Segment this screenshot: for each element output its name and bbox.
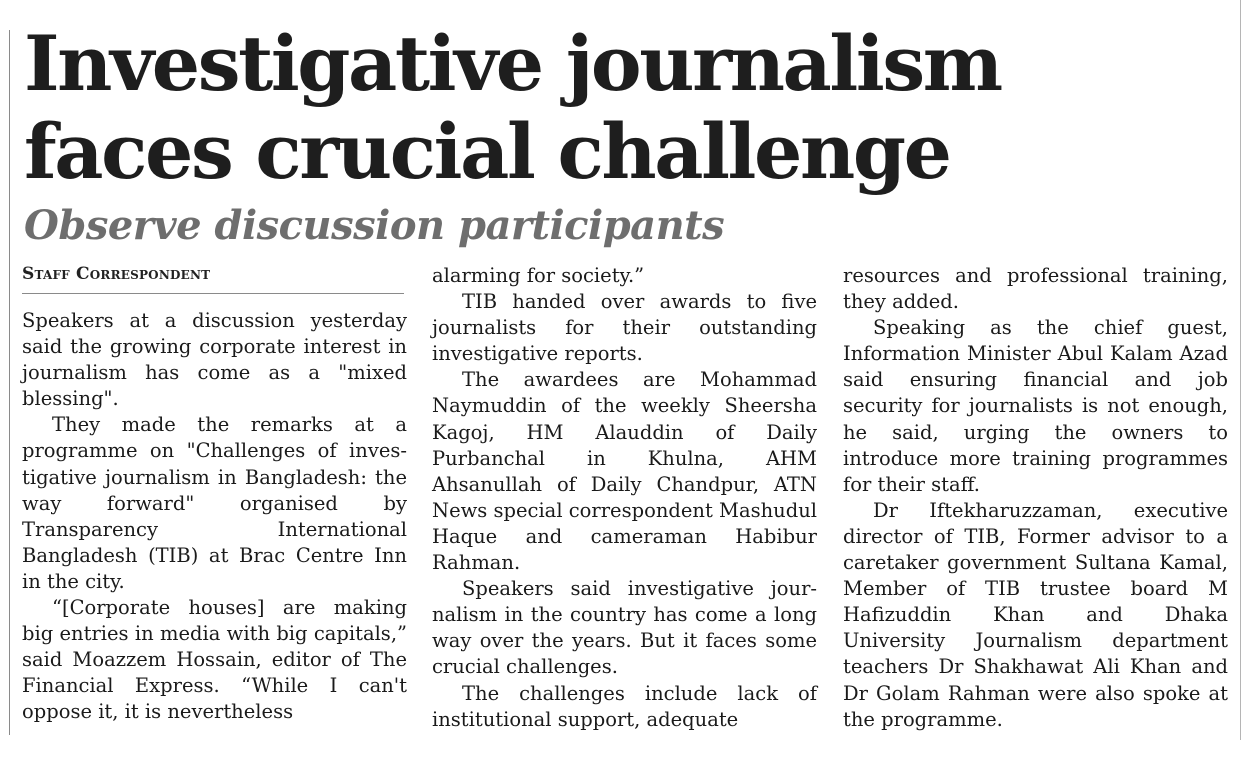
paragraph: TIB handed over awards to five journalists for their outstanding investigative reports. [432, 290, 817, 366]
paragraph: alarming for society.” [432, 264, 645, 287]
right-column-rule [1240, 0, 1241, 740]
headline: Investigative journalism faces crucial challenge [24, 19, 1001, 196]
paragraph: The challenges include lack of institutional support, adequate [432, 681, 817, 731]
article-column-2 [432, 263, 817, 733]
paragraph: The awardees are Mohammad Naymuddin of the weekly Sheersha Kagoj, HM Alauddin of Daily Purbanchal in Khulna, AHM Ahsanullah of Daily Chandpur, ATN News special correspondent Mashudul Haque and cameraman Habibur Rahman. [432, 368, 817, 575]
paragraph: Speaking as the chief guest, Information Minister Abul Kalam Azad said ensuring financial and job security for journalists is not enough, he said, urging the owners to introduce more training programmes for their staff. [843, 316, 1228, 496]
left-column-rule [9, 30, 10, 735]
paragraph: Speakers at a discussion yesterday said the growing corporate interest in journalism has come as a "mixed blessing". [22, 309, 407, 411]
byline: Staff Correspondent [22, 264, 211, 284]
paragraph: Dr Iftekharuzzaman, executive director of TIB, Former advisor to a caretaker government Sultana Kamal, Member of TIB trustee board M Hafizuddin Khan and Dhaka University Journalism department teachers Dr Shakhawat Ali Khan and Dr Golam Rahman were also spoke at the programme. [843, 498, 1228, 731]
paragraph: They made the remarks at a programme on "Challenges of investigative journalism in Bangladesh: the way forward" organised by Transparency International Bangladesh (TIB) at Brac Centre Inn in the city. [22, 413, 407, 593]
paragraph: “[Corporate houses] are making big entries in media with big capitals,” said Moazzem Hossain, editor of The Financial Express. “While I can't oppose it, it is nevertheless [22, 596, 407, 724]
kicker-subheadline: Observe discussion participants [24, 202, 725, 249]
paragraph: Speakers said investigative journalism in the country has come a long way over the years. But it faces some crucial challenges. [432, 577, 817, 679]
article-column-1 [22, 308, 407, 726]
byline-divider [22, 293, 404, 294]
article-column-3 [843, 263, 1228, 733]
paragraph: resources and professional training, they added. [843, 264, 1228, 314]
